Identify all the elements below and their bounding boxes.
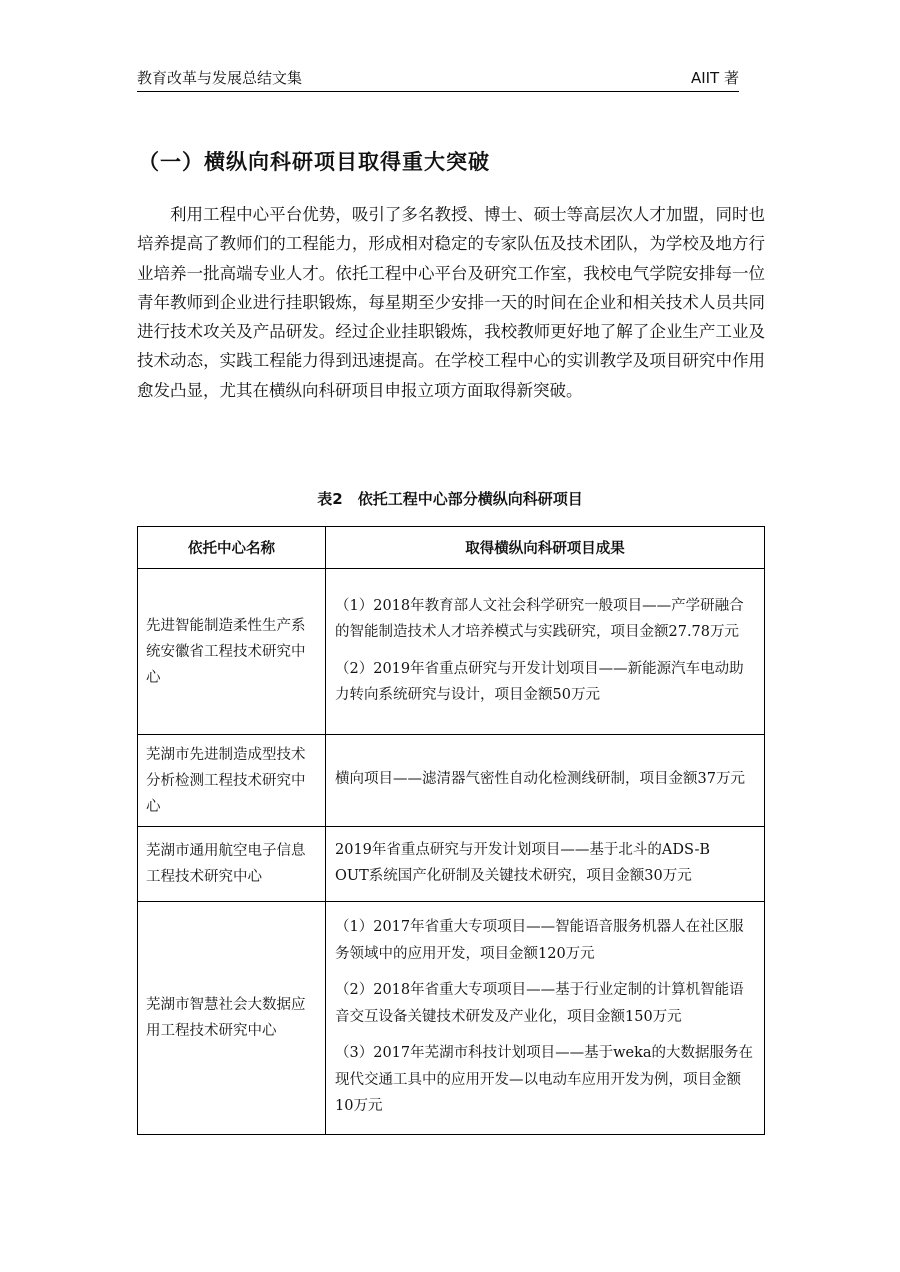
results-cell <box>326 735 765 827</box>
center-name: 芜湖市先进制造成型技术分析检测工程技术研究中心 <box>138 735 326 827</box>
header-author: AIIT 著 <box>690 69 739 87</box>
results-cell <box>326 902 765 1135</box>
project-item: 2019年省重点研究与开发计划项目——基于北斗的ADS-B OUT系统国产化研制及关键技术研究，项目金额30万元 <box>335 841 725 884</box>
table-row <box>138 827 765 902</box>
results-cell <box>326 827 765 902</box>
body-paragraph: 利用工程中心平台优势，吸引了多名教授、博士、硕士等高层次人才加盟，同时也培养提高了教师们的工程能力，形成相对稳定的专家队伍及技术团队，为学校及地方行业培养一批高端专业人才。依托工程中心平台及研究工作室，我校电气学院安排每一位青年教师到企业进行挂职锻炼，每星期至少安排一天的时间在企业和相关技术人员共同进行技术攻关及产品研发。经过企业挂职锻炼，我校教师更好地了解了企业生产工业及技术动态，实践工程能力得到迅速提高。在学校工程中心的实训教学及项目研究中作用愈发凸显，尤其在横纵向科研项目申报立项方面取得新突破。 <box>137 205 765 400</box>
project-item: （2）2018年省重大专项项目——基于行业定制的计算机智能语音交互设备关键技术研发及产业化，项目金额150万元 <box>335 982 744 1025</box>
project-item: （3）2017年芜湖市科技计划项目——基于weka的大数据服务在现代交通工具中的应用开发—以电动车应用开发为例，项目金额10万元 <box>335 1045 754 1115</box>
section-heading: （一）横纵向科研项目取得重大突破 <box>138 149 490 174</box>
table-row <box>138 569 765 735</box>
project-item: （2）2019年省重点研究与开发计划项目——新能源汽车电动助力转向系统研究与设计，项目金额50万元 <box>335 660 744 703</box>
projects-table <box>137 526 765 1135</box>
table-header-row <box>138 527 765 569</box>
header-divider <box>137 91 739 92</box>
results-cell <box>326 569 765 735</box>
project-item: （1）2017年省重大专项项目——智能语音服务机器人在社区服务领域中的应用开发，项目金额120万元 <box>335 919 744 962</box>
project-item: （1）2018年教育部人文社会科学研究一般项目——产学研融合的智能制造技术人才培养模式与实践研究，项目金额27.78万元 <box>335 597 744 640</box>
table-header-center: 依托中心名称 <box>138 527 326 569</box>
center-name: 芜湖市智慧社会大数据应用工程技术研究中心 <box>138 902 326 1135</box>
page-header <box>137 66 739 88</box>
table-row <box>138 735 765 827</box>
project-item: 横向项目——滤清器气密性自动化检测线研制，项目金额37万元 <box>335 771 745 788</box>
center-name: 芜湖市通用航空电子信息工程技术研究中心 <box>138 827 326 902</box>
table-caption: 表2 依托工程中心部分横纵向科研项目 <box>317 490 583 508</box>
table-header-results: 取得横纵向科研项目成果 <box>326 527 765 569</box>
table-row <box>138 902 765 1135</box>
center-name: 先进智能制造柔性生产系统安徽省工程技术研究中心 <box>138 569 326 735</box>
header-book-title: 教育改革与发展总结文集 <box>137 69 303 87</box>
